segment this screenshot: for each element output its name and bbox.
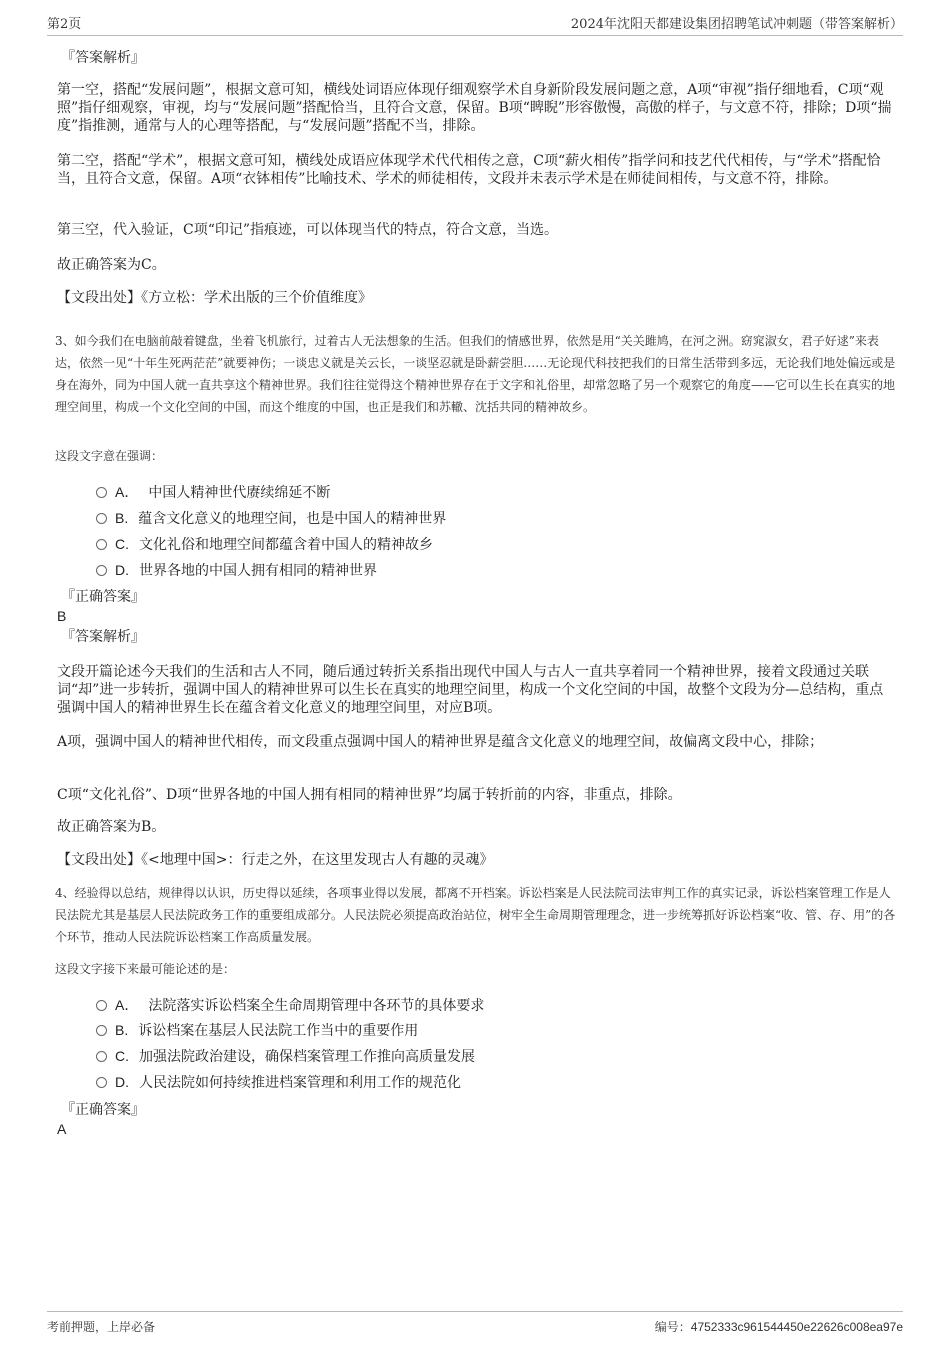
option-text: 文化礼俗和地理空间都蕴含着中国人的精神故乡 <box>139 537 433 553</box>
document-id-label: 编号： <box>654 1320 691 1334</box>
option-text: 蕴含文化意义的地理空间，也是中国人的精神世界 <box>138 511 447 527</box>
option-d[interactable] <box>96 561 377 580</box>
radio-button[interactable] <box>96 1077 107 1088</box>
option-c[interactable] <box>96 1047 475 1066</box>
option-text: 加强法院政治建设，确保档案管理工作推向高质量发展 <box>139 1049 475 1065</box>
option-b[interactable] <box>96 1021 418 1040</box>
document-id-value: 4752333c961544450e22626c008ea97e <box>690 1320 903 1334</box>
option-letter: C. <box>115 1048 129 1064</box>
question-stem: 3、如今我们在电脑前敲着键盘，坐着飞机旅行，过着古人无法想象的生活。但我们的情感世界，依然是用“关关雎鸠，在河之洲。窈窕淑女，君子好逑”来表达，依然一见“十年生死两茫茫”就要神伤；一谈忠义就是关云长，一谈坚忍就是卧薪尝胆……无论现代科技把我们的日常生活带到多远，无论我们地处偏远或是身在海外，同为中国人就一直共享这个精神世界。我们往往觉得这个精神世界存在于文字和礼俗里，却常忽略了另一个观察它的角度——它可以生长在真实的地理空间里，构成一个文化空间的中国，而这个维度的中国，也正是我们和苏轍、沈括共同的精神故乡。 <box>55 334 896 414</box>
radio-button[interactable] <box>96 1051 107 1062</box>
analysis-paragraph: 第一空，搭配“发展问题”，根据文意可知，横线处词语应体现仔细观察学术自身新阶段发展问题之意，A项“审视”指仔细地看，C项“观照”指仔细观察，审视，均与“发展问题”搭配恰当，且符合文意，保留。B项“睥睨”形容傲慢，高傲的样子，与文意不符，排除；D项“揣度”指推测，通常与人的心理等搭配，与“发展问题”搭配不当，排除。 <box>57 82 892 134</box>
document-id <box>655 1318 903 1335</box>
option-letter: B. <box>115 510 129 526</box>
option-d[interactable] <box>96 1073 461 1092</box>
radio-button[interactable] <box>96 1025 107 1036</box>
radio-button[interactable] <box>96 513 107 524</box>
source-citation: 【文段出处】《<地理中国>：行走之外，在这里发现古人有趣的灵魂》 <box>57 852 494 868</box>
question-stem: 4、经验得以总结，规律得以认识，历史得以延续，各项事业得以发展，都离不开档案。诉讼档案是人民法院司法审判工作的真实记录，诉讼档案管理工作是人民法院尤其是基层人民法院政务工作的重要组成部分。人民法院必须提高政治站位，树牢全生命周期管理理念，进一步统筹抓好诉讼档案“收、管、存、用”的各个环节，推动人民法院诉讼档案工作高质量发展。 <box>55 886 896 944</box>
answer-tag: 『正确答案』 <box>61 589 145 605</box>
question-prompt: 这段文字接下来最可能论述的是： <box>55 962 236 976</box>
option-letter: D. <box>115 562 129 578</box>
option-letter: D. <box>115 1074 129 1090</box>
option-letter: A． <box>115 997 139 1013</box>
analysis-paragraph: 第二空，搭配“学术”，根据文意可知，横线处成语应体现学术代代相传之意，C项“薪火相传”指学问和技艺代代相传，与“学术”搭配恰当，且符合文意，保留。A项“衣钵相传”比喻技术、学术的师徒相传，文段并未表示学术是在师徒间相传，与文意不符，排除。 <box>57 153 881 187</box>
option-a[interactable] <box>96 483 330 502</box>
option-text: 中国人精神世代赓续绵延不断 <box>148 485 331 501</box>
analysis-conclusion: 故正确答案为C。 <box>57 257 166 273</box>
answer-tag: 『正确答案』 <box>61 1102 145 1118</box>
option-letter: B. <box>115 1022 129 1038</box>
correct-answer: A <box>57 1121 67 1137</box>
page-footer <box>47 1311 903 1336</box>
option-a[interactable] <box>96 996 484 1015</box>
radio-button[interactable] <box>96 539 107 550</box>
correct-answer: B <box>57 608 67 624</box>
analysis-tag: 『答案解析』 <box>61 50 145 66</box>
source-citation: 【文段出处】《方立松：学术出版的三个价值维度》 <box>57 290 372 306</box>
analysis-conclusion: 故正确答案为B。 <box>57 819 166 835</box>
radio-button[interactable] <box>96 1000 107 1011</box>
option-text: 诉讼档案在基层人民法院工作当中的重要作用 <box>138 1023 419 1039</box>
question-prompt: 这段文字意在强调： <box>55 449 164 463</box>
analysis-paragraph: A项，强调中国人的精神世代相传，而文段重点强调中国人的精神世界是蕴含文化意义的地理空间，故偏离文段中心，排除； <box>57 734 824 750</box>
analysis-paragraph: 第三空，代入验证，C项“印记”指痕迹，可以体现当代的特点，符合文意，当选。 <box>57 222 559 238</box>
option-c[interactable] <box>96 535 433 554</box>
page-number: 第2页 <box>47 17 82 32</box>
footer-slogan: 考前押题，上岸必备 <box>47 1320 156 1334</box>
document-title: 2024年沈阳天都建设集团招聘笔试冲刺题（带答案解析） <box>570 17 903 32</box>
analysis-paragraph: 文段开篇论述今天我们的生活和古人不同，随后通过转折关系指出现代中国人与古人一直共享着同一个精神世界，接着文段通过关联词“却”进一步转折，强调中国人的精神世界可以生长在真实的地理空间里，构成一个文化空间的中国，故整个文段为分—总结构，重点强调中国人的精神世界生长在蕴含着文化意义的地理空间里，对应B项。 <box>57 664 884 716</box>
option-letter: A． <box>115 484 139 500</box>
option-text: 世界各地的中国人拥有相同的精神世界 <box>139 563 377 579</box>
radio-button[interactable] <box>96 565 107 576</box>
option-b[interactable] <box>96 509 446 528</box>
option-text: 法院落实诉讼档案全生命周期管理中各环节的具体要求 <box>148 998 485 1014</box>
radio-button[interactable] <box>96 487 107 498</box>
option-letter: C. <box>115 536 129 552</box>
analysis-paragraph: C项“文化礼俗”、D项“世界各地的中国人拥有相同的精神世界”均属于转折前的内容，非重点，排除。 <box>57 787 682 803</box>
analysis-tag: 『答案解析』 <box>61 629 145 645</box>
page-header <box>47 13 903 36</box>
option-text: 人民法院如何持续推进档案管理和利用工作的规范化 <box>139 1075 461 1091</box>
